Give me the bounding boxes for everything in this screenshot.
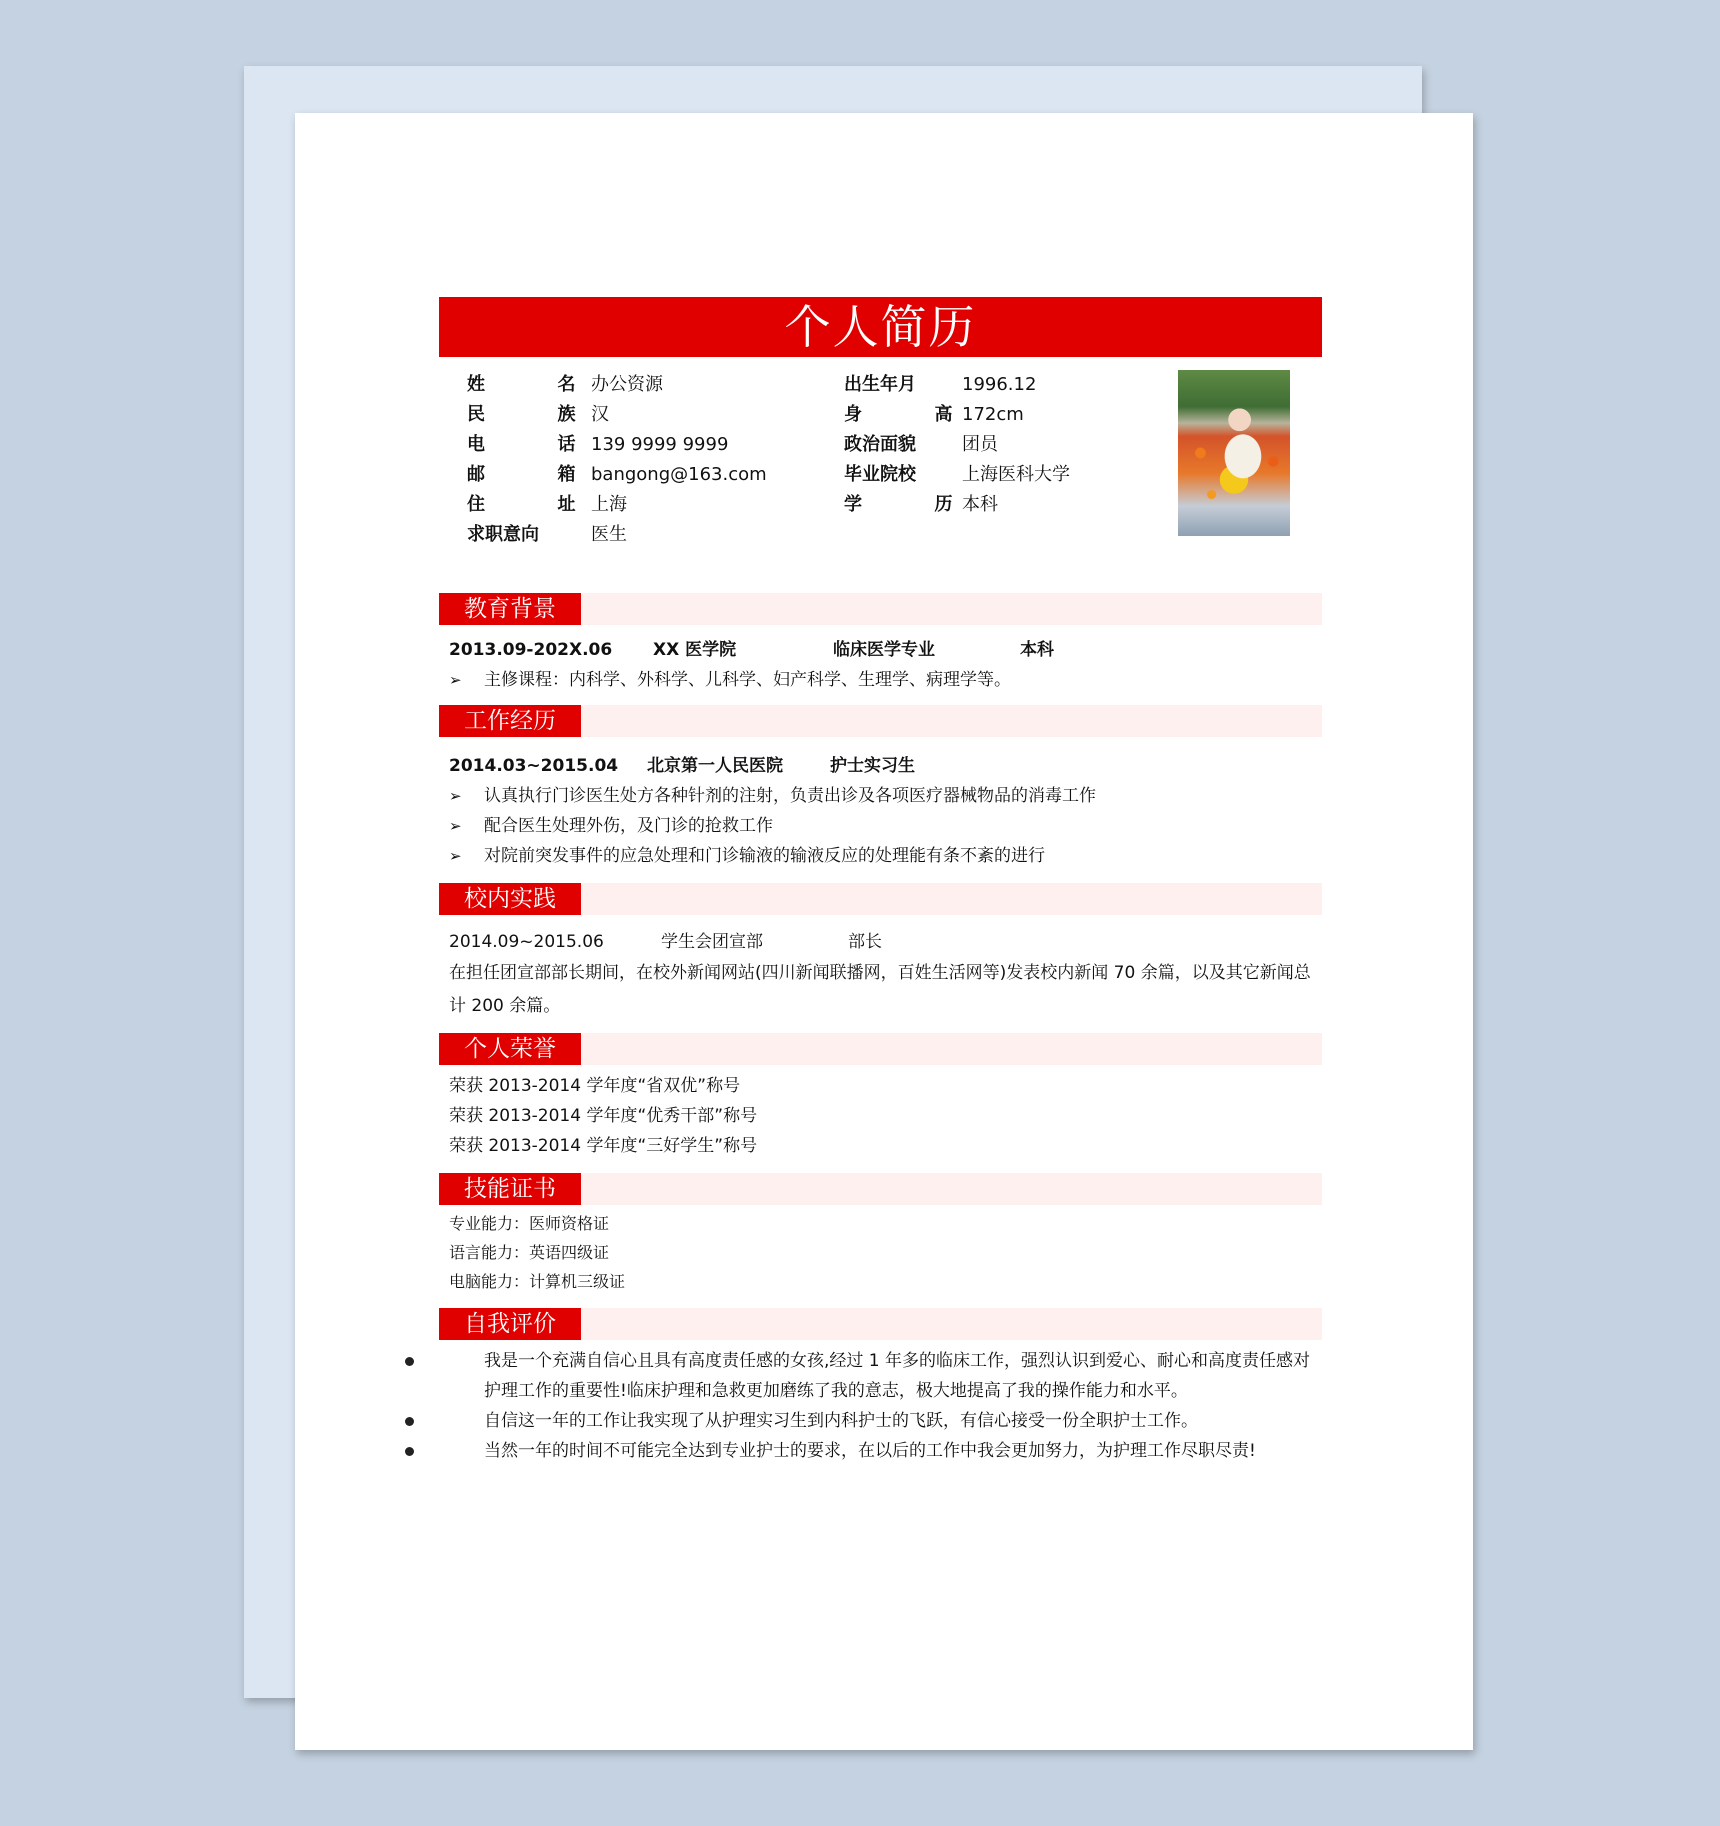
skill-item: 专业能力：医师资格证 — [449, 1214, 610, 1233]
political-value: 团员 — [962, 434, 998, 455]
campus-description: 在担任团宣部部长期间，在校外新闻网站(四川新闻联播网，百姓生活网等)发表校内新闻 70 余篇，以及其它新闻总计 200 余篇。 — [449, 963, 1311, 1016]
honors-section-header — [439, 1033, 1322, 1065]
ethnicity-label: 民 族 — [467, 404, 596, 425]
campus-role: 部长 — [848, 932, 882, 952]
dot-bullet-icon — [405, 1357, 414, 1366]
address-label: 住 址 — [467, 494, 596, 515]
phone-label: 电 话 — [467, 434, 596, 455]
education-entry — [439, 635, 1322, 665]
birth-label: 出生年月 — [844, 374, 916, 395]
name-value: 办公资源 — [591, 374, 663, 395]
work-period: 2014.03~2015.04 — [449, 756, 619, 776]
honors-heading: 个人荣誉 — [439, 1033, 581, 1065]
job-intention-label: 求职意向 — [467, 524, 539, 545]
arrow-bullet-icon: ➢ — [449, 787, 462, 805]
job-intention-value: 医生 — [591, 524, 627, 545]
basic-info-section — [439, 373, 1322, 583]
dot-bullet-icon — [405, 1447, 414, 1456]
self-eval-item: 当然一年的时间不可能完全达到专业护士的要求，在以后的工作中我会更加努力，为护理工作尽职尽责! — [439, 1436, 1314, 1466]
address-value: 上海 — [591, 494, 627, 515]
skill-item: 电脑能力：计算机三级证 — [449, 1272, 626, 1291]
height-value: 172cm — [962, 404, 1024, 425]
dot-bullet-icon — [405, 1417, 414, 1426]
self-eval-list — [439, 1346, 1322, 1466]
work-role: 护士实习生 — [830, 756, 915, 776]
work-item: ➢ 认真执行门诊医生处方各种针剂的注射，负责出诊及各项医疗器械物品的消毒工作 — [439, 781, 1322, 811]
resume-document — [439, 297, 1322, 1466]
name-label: 姓 名 — [467, 374, 596, 395]
political-label: 政治面貌 — [844, 434, 916, 455]
campus-section-header — [439, 883, 1322, 915]
height-label: 身 高 — [844, 404, 973, 425]
ethnicity-value: 汉 — [591, 404, 609, 425]
skill-item: 语言能力：英语四级证 — [449, 1243, 610, 1262]
work-org: 北京第一人民医院 — [647, 756, 783, 776]
campus-heading: 校内实践 — [439, 883, 581, 915]
education-major: 临床医学专业 — [833, 640, 935, 660]
education-level-label: 学 历 — [844, 494, 973, 515]
self-eval-item: 自信这一年的工作让我实现了从护理实习生到内科护士的飞跃，有信心接受一份全职护士工作。 — [439, 1406, 1314, 1436]
education-school: XX 医学院 — [653, 640, 737, 660]
skills-list — [439, 1209, 1322, 1296]
self-eval-heading: 自我评价 — [439, 1308, 581, 1340]
honors-list — [439, 1071, 1322, 1161]
education-courses: ➢ 主修课程：内科学、外科学、儿科学、妇产科学、生理学、病理学等。 — [439, 665, 1322, 695]
education-section-header — [439, 593, 1322, 625]
work-item: ➢ 配合医生处理外伤，及门诊的抢救工作 — [439, 811, 1322, 841]
arrow-bullet-icon: ➢ — [449, 671, 462, 689]
work-heading: 工作经历 — [439, 705, 581, 737]
school-value: 上海医科大学 — [962, 464, 1070, 485]
profile-photo — [1178, 370, 1290, 536]
honor-item: 荣获 2013-2014 学年度“省双优”称号 — [449, 1076, 741, 1096]
honor-item: 荣获 2013-2014 学年度“三好学生”称号 — [449, 1136, 758, 1156]
work-item: ➢ 对院前突发事件的应急处理和门诊输液的输液反应的处理能有条不紊的进行 — [439, 841, 1322, 871]
campus-entry — [439, 927, 1322, 957]
birth-value: 1996.12 — [962, 374, 1037, 395]
phone-value: 139 9999 9999 — [591, 434, 729, 455]
school-label: 毕业院校 — [844, 464, 916, 485]
work-section-header — [439, 705, 1322, 737]
education-heading: 教育背景 — [439, 593, 581, 625]
email-value: bangong@163.com — [591, 464, 767, 485]
skills-heading: 技能证书 — [439, 1173, 581, 1205]
campus-org: 学生会团宣部 — [661, 932, 763, 952]
education-period: 2013.09-202X.06 — [449, 640, 613, 660]
self-eval-section-header — [439, 1308, 1322, 1340]
self-eval-item: 我是一个充满自信心且具有高度责任感的女孩,经过 1 年多的临床工作，强烈认识到爱心、耐心和高度责任感对护理工作的重要性!临床护理和急救更加磨练了我的意志，极大地提高了我的操作能力和水平。 — [439, 1346, 1314, 1406]
campus-period: 2014.09~2015.06 — [449, 932, 604, 952]
arrow-bullet-icon: ➢ — [449, 817, 462, 835]
arrow-bullet-icon: ➢ — [449, 847, 462, 865]
email-label: 邮 箱 — [467, 464, 596, 485]
work-entry — [439, 751, 1322, 781]
resume-title: 个人简历 — [439, 297, 1322, 357]
education-level-value: 本科 — [962, 494, 998, 515]
education-degree: 本科 — [1020, 640, 1054, 660]
honor-item: 荣获 2013-2014 学年度“优秀干部”称号 — [449, 1106, 758, 1126]
skills-section-header — [439, 1173, 1322, 1205]
